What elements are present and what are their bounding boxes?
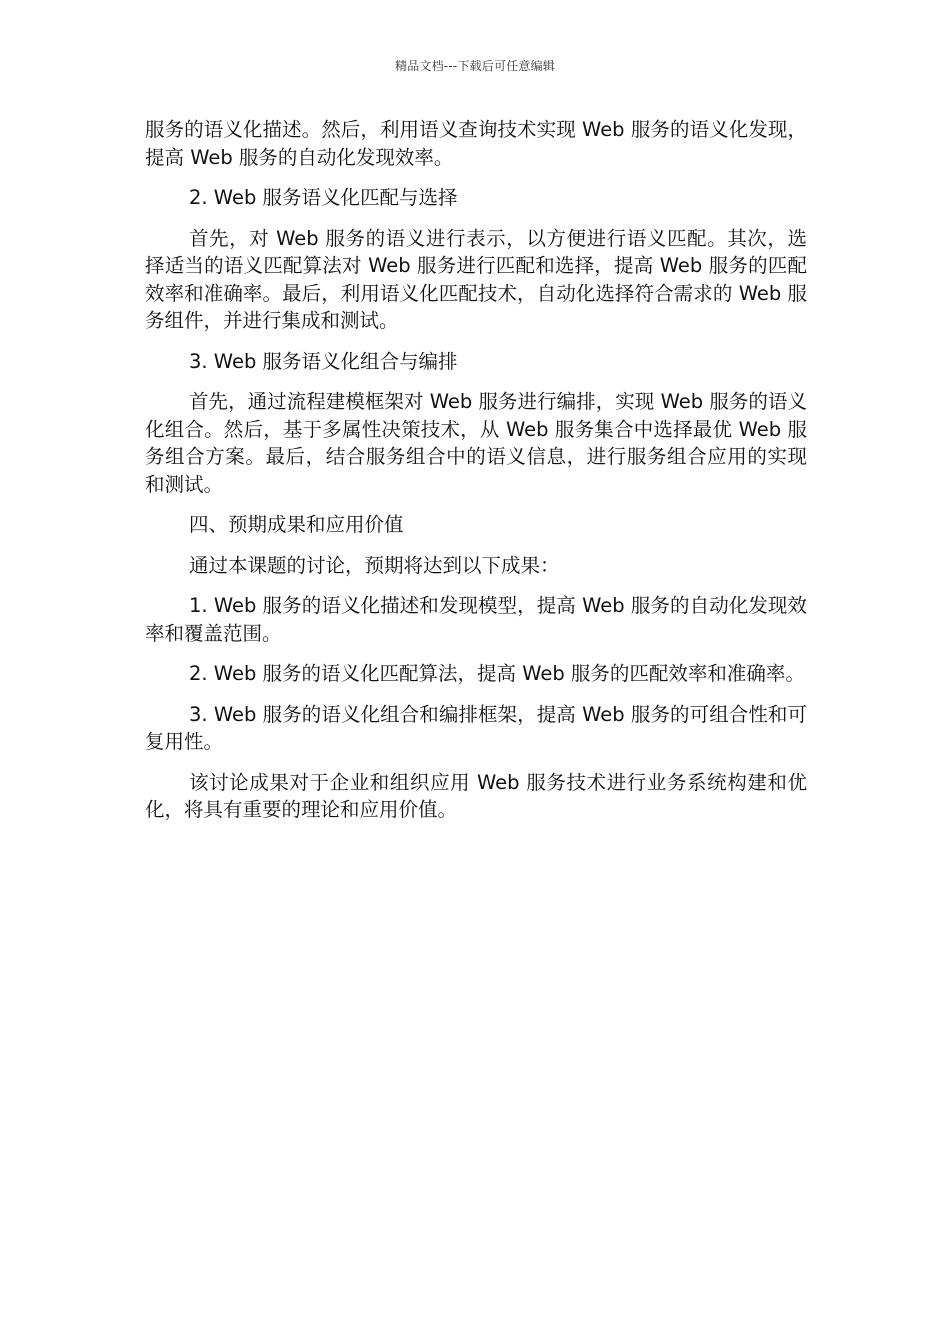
- paragraph-outcomes-intro: 通过本课题的讨论，预期将达到以下成果：: [189, 553, 560, 577]
- paragraph-conclusion: 该讨论成果对于企业和组织应用 Web 服务技术进行业务系统构建和优化，将具有重要的理论和应用价值。: [145, 770, 807, 821]
- paragraph-composition: 首先，通过流程建模框架对 Web 服务进行编排，实现 Web 服务的语义化组合。然后，基于多属性决策技术，从 Web 服务集合中选择最优 Web 服务组合方案。最后，结合服务组合中的语义信息，进行服务组合应用的实现和测试。: [145, 390, 807, 496]
- section-heading-outcomes: 四、预期成果和应用价值: [189, 513, 404, 536]
- outcome-item-3: 3. Web 服务的语义化组合和编排框架，提高 Web 服务的可组合性和可复用性。: [145, 702, 807, 753]
- outcome-item-2: 2. Web 服务的语义化匹配算法，提高 Web 服务的匹配效率和准确率。: [189, 662, 805, 685]
- paragraph-continuation: 服务的语义化描述。然后，利用语义查询技术实现 Web 服务的语义化发现，提高 Web 服务的自动化发现效率。: [145, 118, 807, 169]
- paragraph-matching: 首先，对 Web 服务的语义进行表示，以方便进行语义匹配。其次，选择适当的语义匹配算法对 Web 服务进行匹配和选择，提高 Web 服务的匹配效率和准确率。最后，利用语义化匹配技术，自动化选择符合需求的 Web 服务组件，并进行集成和测试。: [145, 226, 807, 332]
- document-body: [145, 116, 807, 837]
- page-header: 精品文档---下载后可任意编辑: [395, 59, 555, 73]
- section-heading-composition: 3. Web 服务语义化组合与编排: [189, 349, 458, 373]
- outcome-item-1: 1. Web 服务的语义化描述和发现模型，提高 Web 服务的自动化发现效率和覆盖范围。: [145, 594, 807, 645]
- section-heading-matching: 2. Web 服务语义化匹配与选择: [189, 186, 458, 209]
